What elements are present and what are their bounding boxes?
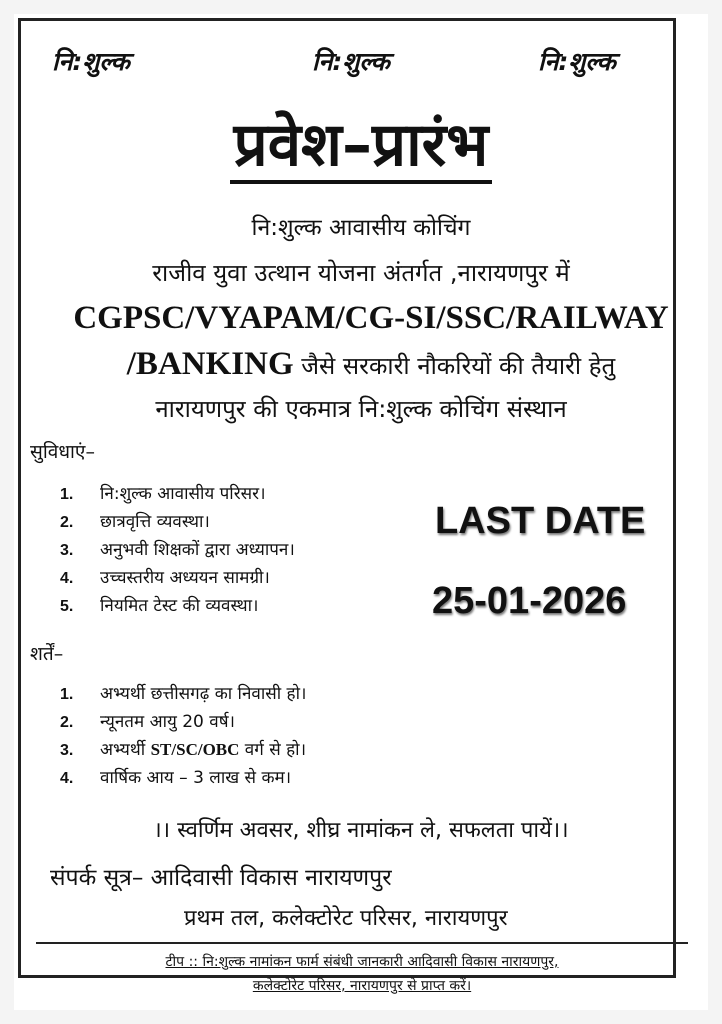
footnote-line-1: टीप :: नि:शुल्क नामांकन फार्म संबंधी जानकारी आदिवासी विकास नारायणपुर,	[165, 954, 559, 970]
exam-banking: /BANKING	[126, 346, 294, 382]
contact-line-1: संपर्क सूत्र– आदिवासी विकास नारायणपुर	[50, 865, 392, 891]
free-label-left: नि:शुल्क	[52, 47, 130, 76]
intro-line-1: नि:शुल्क आवासीय कोचिंग	[251, 215, 471, 241]
last-date-value: 25-01-2026	[432, 580, 627, 622]
intro-line-4	[40, 346, 702, 383]
slogan: ।। स्वर्णिम अवसर, शीघ्र नामांकन ले, सफलता पायें।।	[153, 818, 569, 843]
facilities-heading: सुविधाएं–	[30, 441, 95, 463]
free-label-right: नि:शुल्क	[538, 47, 616, 76]
intro-line-2: राजीव युवा उत्थान योजना अंतर्गत ,नारायणपुर में	[152, 259, 570, 287]
facility-item: 3. अनुभवी शिक्षकों द्वारा अध्यापन।	[60, 540, 295, 560]
free-label-center: नि:शुल्क	[312, 47, 390, 76]
footnote	[36, 942, 688, 998]
intro-line-4-text: जैसे सरकारी नौकरियों की तैयारी हेतु	[293, 352, 616, 380]
facilities-list	[60, 480, 295, 620]
last-date-label: LAST DATE	[435, 500, 646, 542]
facility-item: 4. उच्चस्तरीय अध्ययन सामग्री।	[60, 568, 270, 588]
facility-item: 5. नियमित टेस्ट की व्यवस्था।	[60, 596, 259, 616]
condition-item: 1. अभ्यर्थी छत्तीसगढ़ का निवासी हो।	[60, 684, 307, 704]
footnote-line-2: कलेक्टोरेट परिसर, नारायणपुर से प्राप्त करें।	[252, 978, 472, 994]
conditions-heading: शर्तें–	[30, 643, 64, 665]
page-title	[0, 112, 722, 184]
condition-item: 2. न्यूनतम आयु 20 वर्ष।	[60, 712, 235, 732]
intro-line-5: नारायणपुर की एकमात्र नि:शुल्क कोचिंग संस्थान	[155, 395, 567, 423]
facility-item: 1. नि:शुल्क आवासीय परिसर।	[60, 484, 266, 504]
facility-item: 2. छात्रवृत्ति व्यवस्था।	[60, 512, 210, 532]
title-text: प्रवेश–प्रारंभ	[230, 112, 493, 184]
condition-item: 4. वार्षिक आय – 3 लाख से कम।	[60, 768, 292, 788]
conditions-list	[60, 680, 306, 792]
exam-list: CGPSC/VYAPAM/CG-SI/SSC/RAILWAY	[73, 300, 669, 336]
condition-item: 3. अभ्यर्थी ST/SC/OBC वर्ग से हो।	[60, 740, 307, 760]
contact-line-2: प्रथम तल, कलेक्टोरेट परिसर, नारायणपुर	[184, 906, 508, 931]
